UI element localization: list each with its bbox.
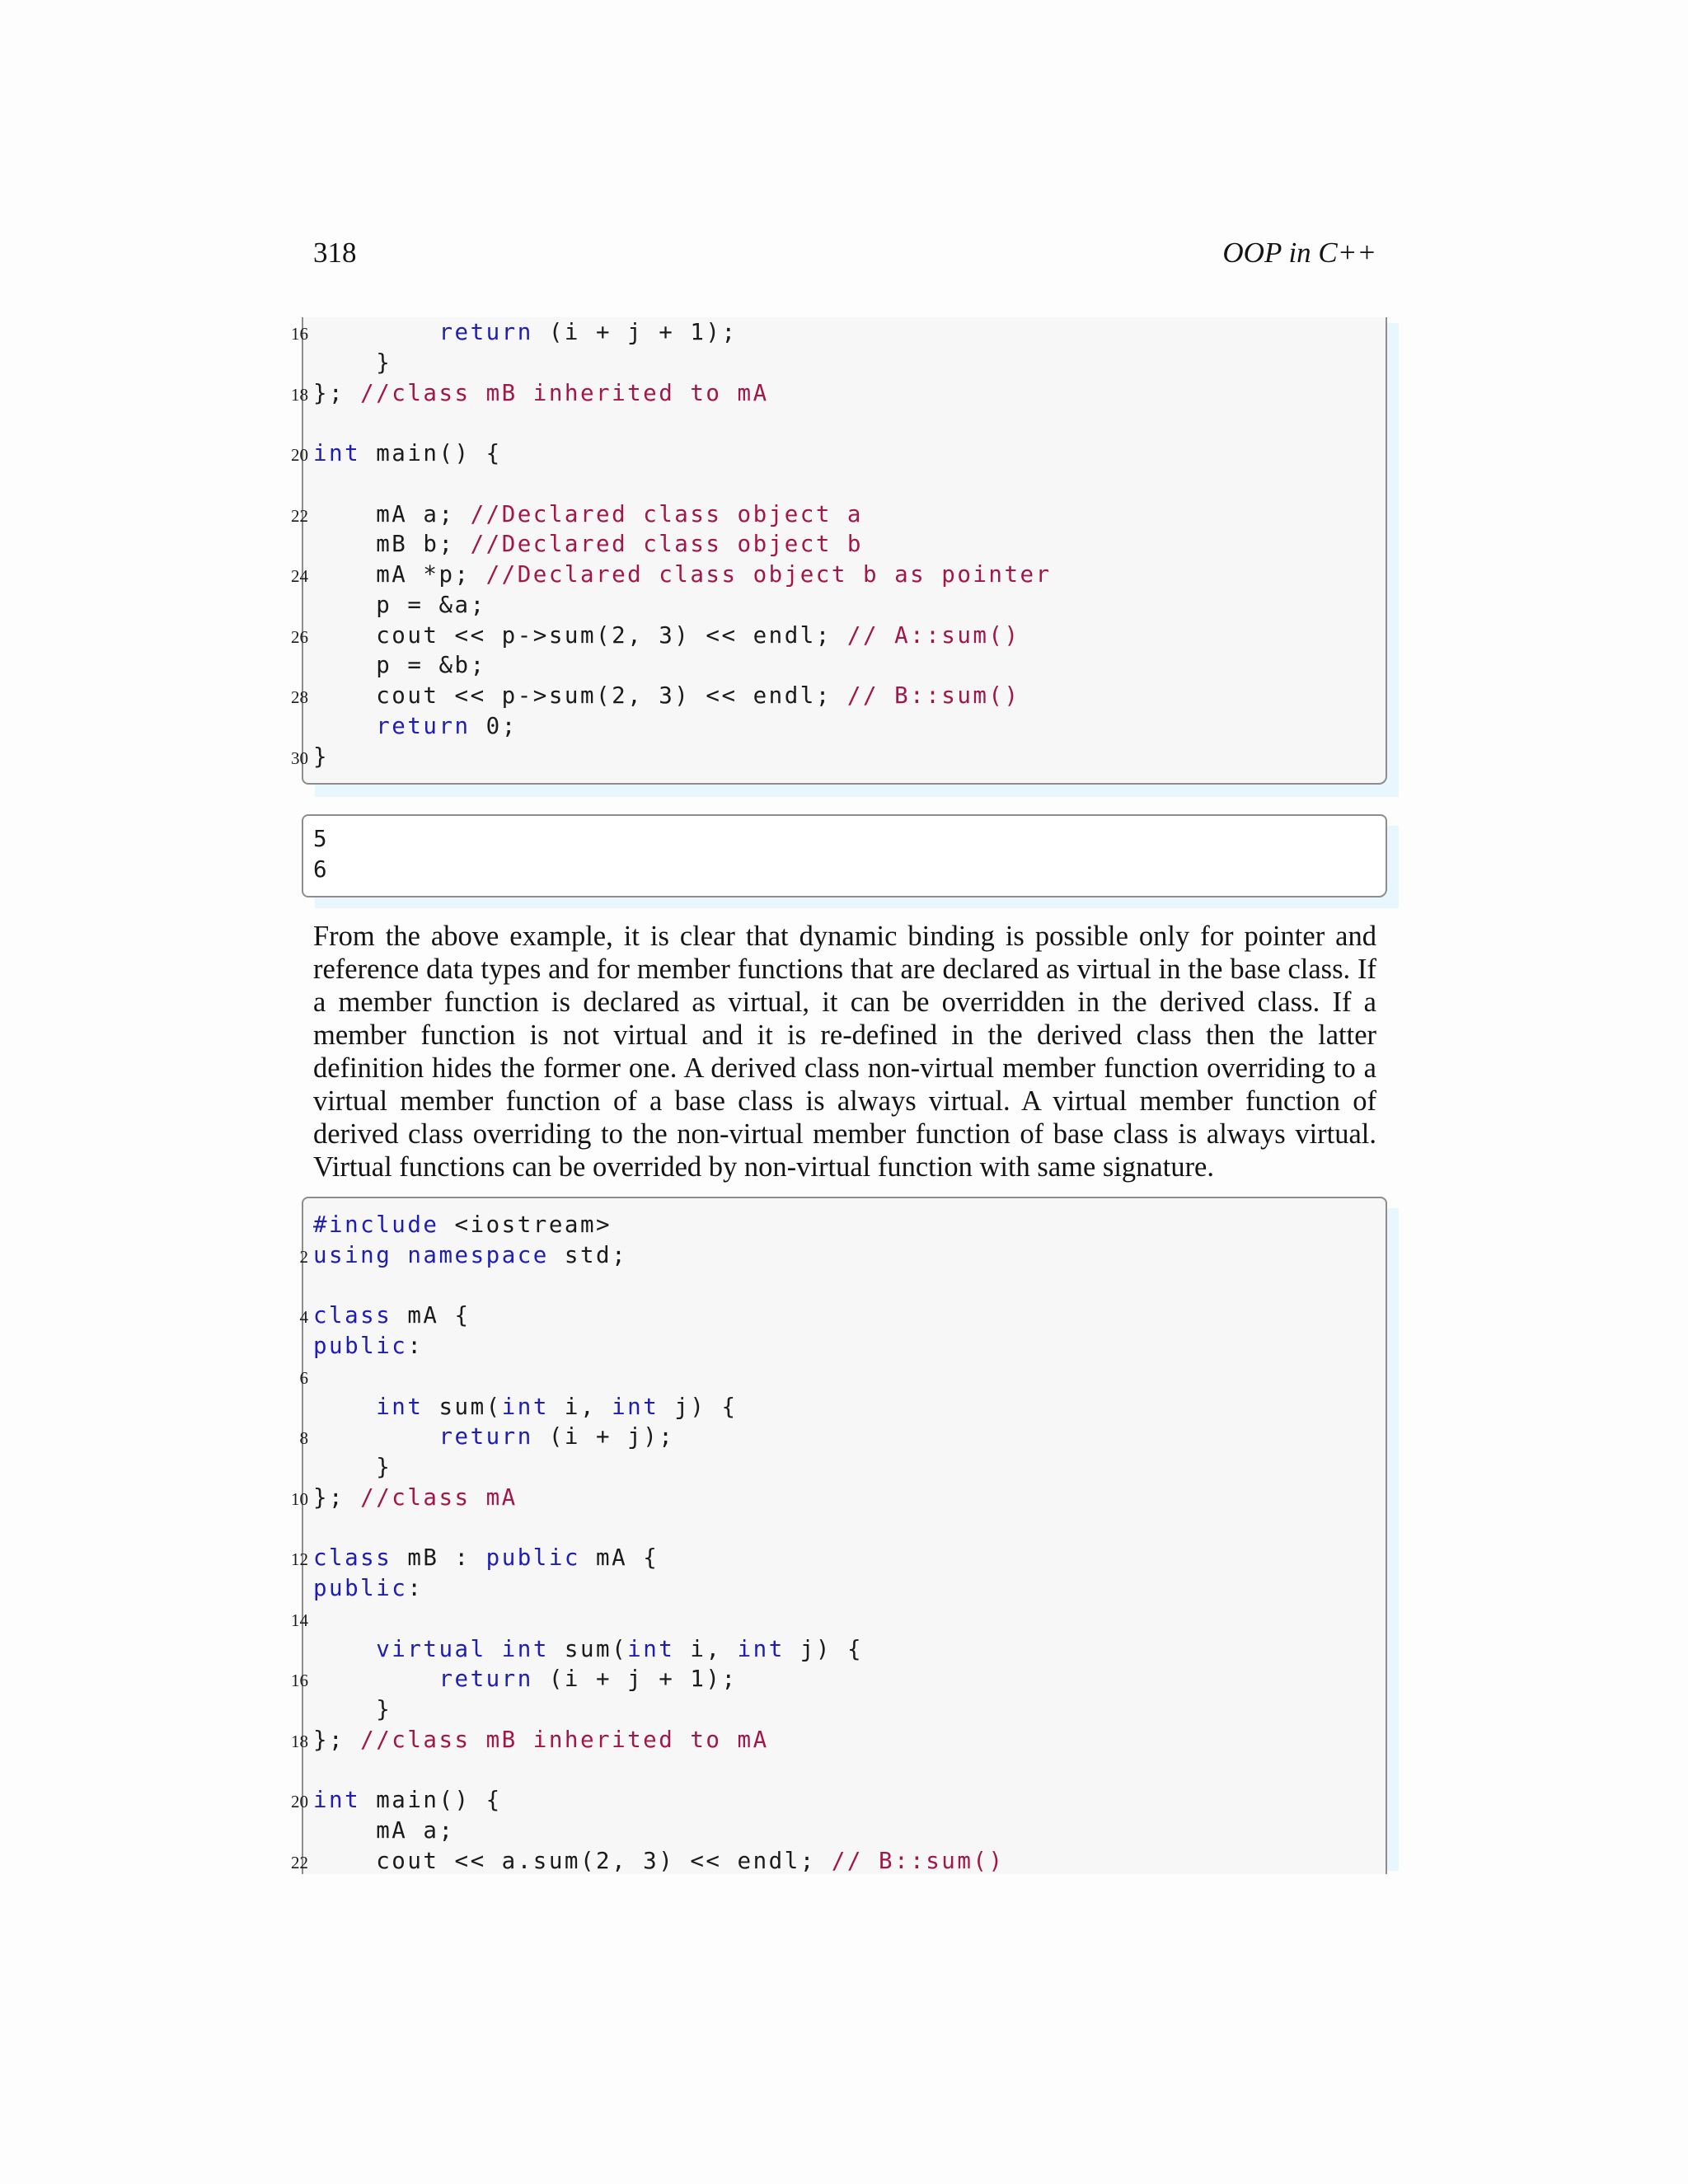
code-line bbox=[291, 1543, 1409, 1573]
line-number: 20 bbox=[291, 445, 308, 465]
code-line bbox=[313, 469, 1409, 499]
code-keyword: return bbox=[376, 712, 471, 739]
code-text bbox=[313, 621, 1020, 651]
line-number: 14 bbox=[291, 1610, 308, 1630]
line-number: 24 bbox=[291, 566, 308, 586]
line-number: 18 bbox=[291, 1731, 308, 1751]
code-token: mA { bbox=[579, 1544, 659, 1572]
code-listing-top bbox=[291, 317, 1387, 785]
code-token: cout << p->sum(2, 3) << endl; bbox=[313, 621, 847, 649]
code-token: std; bbox=[548, 1241, 628, 1268]
line-number: 20 bbox=[291, 1792, 308, 1812]
code-token bbox=[313, 1636, 376, 1662]
code-text bbox=[313, 1452, 392, 1483]
code-keyword: int bbox=[313, 440, 361, 466]
code-line bbox=[291, 742, 1409, 772]
code-line bbox=[291, 1483, 1409, 1513]
code-comment: //Declared class object b bbox=[470, 531, 863, 558]
code-line bbox=[291, 560, 1409, 590]
code-line bbox=[291, 1725, 1409, 1755]
code-line bbox=[313, 1573, 1409, 1604]
code-comment: // B::sum() bbox=[846, 682, 1020, 709]
code-keyword: #include bbox=[313, 1212, 439, 1238]
code-token: i, bbox=[674, 1635, 738, 1662]
code-token: mA a; bbox=[313, 500, 471, 527]
code-text bbox=[313, 742, 329, 772]
code-line bbox=[291, 1785, 1409, 1816]
code-token: mB : bbox=[392, 1544, 486, 1572]
code-text bbox=[313, 590, 486, 621]
code-line bbox=[291, 378, 1409, 409]
code-text bbox=[313, 1543, 659, 1573]
code-token: j) { bbox=[659, 1393, 738, 1420]
code-line bbox=[313, 1331, 1409, 1361]
line-number: 22 bbox=[291, 505, 308, 526]
code-line bbox=[313, 1271, 1409, 1301]
code-line bbox=[291, 499, 1409, 530]
code-line bbox=[313, 1694, 1409, 1725]
code-token: } bbox=[313, 743, 330, 770]
code-line bbox=[313, 711, 1409, 742]
line-number: 4 bbox=[299, 1307, 308, 1328]
code-text bbox=[313, 560, 1052, 590]
code-keyword: public bbox=[313, 1575, 408, 1601]
code-text bbox=[313, 1210, 612, 1240]
code-token: main() { bbox=[360, 440, 502, 466]
code-line bbox=[313, 1452, 1409, 1483]
running-title: OOP in C++ bbox=[1222, 237, 1376, 269]
output-line: 6 bbox=[313, 856, 330, 883]
code-token: <iostream> bbox=[438, 1212, 612, 1238]
code-text bbox=[313, 348, 392, 378]
code-text bbox=[313, 650, 486, 681]
code-token: : bbox=[407, 1333, 424, 1359]
line-number: 22 bbox=[291, 1852, 308, 1872]
code-token: mA a; bbox=[313, 1817, 455, 1844]
code-line bbox=[313, 1513, 1409, 1544]
line-number: 30 bbox=[291, 748, 308, 768]
code-token bbox=[313, 1394, 376, 1420]
line-number: 2 bbox=[299, 1246, 308, 1267]
code-token bbox=[392, 1242, 407, 1268]
code-text bbox=[313, 681, 1020, 711]
code-text bbox=[313, 1725, 769, 1755]
code-keyword: public bbox=[313, 1333, 408, 1359]
code-keyword: return bbox=[438, 1666, 533, 1693]
code-line bbox=[291, 1664, 1409, 1694]
code-line bbox=[313, 1634, 1409, 1665]
code-line bbox=[313, 1210, 1409, 1240]
code-keyword: return bbox=[438, 1423, 533, 1451]
code-token: (i + j + 1); bbox=[532, 1666, 738, 1693]
code-token: mA *p; bbox=[313, 561, 486, 588]
code-keyword: int bbox=[501, 1635, 549, 1662]
code-line bbox=[313, 590, 1409, 621]
line-number: 26 bbox=[291, 626, 308, 647]
code-token: }; bbox=[313, 1726, 361, 1753]
code-token: i, bbox=[548, 1393, 612, 1420]
code-keyword: int bbox=[627, 1635, 675, 1662]
code-comment: //class mB inherited to mA bbox=[360, 1726, 769, 1753]
code-comment: // A::sum() bbox=[846, 621, 1020, 649]
code-text bbox=[313, 1846, 1005, 1877]
code-token: } bbox=[313, 349, 392, 376]
code-line bbox=[291, 1846, 1409, 1877]
code-token: } bbox=[313, 1454, 392, 1480]
code-keyword: int bbox=[313, 1787, 361, 1814]
code-text bbox=[313, 1694, 392, 1725]
code-comment: //Declared class object a bbox=[470, 500, 863, 527]
code-token: }; bbox=[313, 1483, 361, 1511]
code-text bbox=[313, 438, 502, 469]
code-token: } bbox=[313, 1696, 392, 1722]
line-number: 16 bbox=[291, 324, 308, 344]
code-text bbox=[313, 1664, 738, 1694]
code-line bbox=[299, 1301, 1409, 1331]
code-line bbox=[291, 681, 1409, 711]
code-keyword: using bbox=[313, 1241, 392, 1268]
code-line bbox=[313, 408, 1409, 438]
code-text bbox=[313, 499, 863, 530]
line-number: 18 bbox=[291, 384, 308, 405]
code-token: p = &b; bbox=[313, 652, 486, 679]
code-listing-bottom bbox=[291, 1197, 1387, 1874]
code-token: (i + j); bbox=[532, 1423, 675, 1451]
code-text bbox=[313, 1483, 518, 1513]
code-token: j) { bbox=[784, 1635, 864, 1662]
code-token: : bbox=[407, 1575, 424, 1601]
code-comment: //class mB inherited to mA bbox=[360, 379, 769, 406]
line-number: 16 bbox=[291, 1671, 308, 1691]
code-token: mA { bbox=[392, 1302, 471, 1329]
code-line bbox=[291, 317, 1409, 348]
code-line bbox=[299, 1422, 1409, 1452]
code-keyword: return bbox=[438, 319, 533, 345]
page-number: 318 bbox=[313, 237, 357, 269]
code-line bbox=[313, 1392, 1409, 1422]
code-text bbox=[313, 1240, 627, 1271]
code-line bbox=[299, 1240, 1409, 1271]
code-keyword: int bbox=[612, 1393, 659, 1420]
code-token bbox=[486, 1636, 502, 1662]
code-token: main() { bbox=[360, 1787, 502, 1814]
code-text bbox=[313, 1634, 863, 1665]
code-text bbox=[313, 1331, 423, 1361]
code-text bbox=[313, 1785, 502, 1816]
code-keyword: int bbox=[376, 1393, 424, 1420]
code-token bbox=[313, 1423, 438, 1450]
body-paragraph: From the above example, it is clear that dynamic binding is possible only for pointer and reference data types and for member functions that are declared as virtual in the base class. If a member function is declared as virtual, it can be overridden in the derived class. If a member function is not virtual and it is re-defined in the derived class then the latter definition hides the former one. A derived class non-virtual member function overriding to a virtual member function of a base class is always virtual. A virtual member function of derived class overriding to the non-virtual member function of base class is always virtual. Virtual functions can be overrided by non-virtual function with same signature. bbox=[313, 921, 1376, 1183]
code-token: p = &a; bbox=[313, 591, 486, 618]
code-token: cout << a.sum(2, 3) << endl; bbox=[313, 1847, 832, 1874]
code-line bbox=[313, 348, 1409, 378]
code-text bbox=[313, 1573, 423, 1604]
code-line bbox=[313, 1816, 1409, 1846]
code-token bbox=[313, 319, 438, 345]
code-line bbox=[299, 1361, 1409, 1392]
code-token: }; bbox=[313, 379, 361, 406]
code-token: mB b; bbox=[313, 531, 471, 558]
code-line bbox=[313, 650, 1409, 681]
code-keyword: virtual bbox=[376, 1635, 486, 1662]
code-text bbox=[313, 1301, 471, 1331]
code-text bbox=[313, 378, 769, 409]
code-keyword: int bbox=[501, 1393, 549, 1420]
code-text bbox=[313, 529, 863, 560]
line-number: 10 bbox=[291, 1488, 308, 1509]
code-keyword: int bbox=[737, 1635, 785, 1662]
code-text bbox=[313, 711, 518, 742]
code-text bbox=[313, 1422, 674, 1452]
code-line bbox=[291, 438, 1409, 469]
code-comment: // B::sum() bbox=[831, 1847, 1005, 1874]
code-line bbox=[291, 621, 1409, 651]
line-number: 28 bbox=[291, 687, 308, 707]
code-token bbox=[313, 1666, 438, 1692]
code-keyword: namespace bbox=[407, 1241, 549, 1268]
line-number: 12 bbox=[291, 1549, 308, 1570]
code-text bbox=[313, 317, 738, 348]
program-output bbox=[302, 814, 1387, 898]
code-token: cout << p->sum(2, 3) << endl; bbox=[313, 682, 847, 709]
code-token: sum( bbox=[423, 1393, 502, 1420]
code-text bbox=[313, 1816, 455, 1846]
code-keyword: public bbox=[485, 1544, 580, 1572]
output-line: 5 bbox=[313, 826, 330, 852]
code-line bbox=[313, 529, 1409, 560]
code-comment: //Declared class object b as pointer bbox=[485, 561, 1052, 588]
line-number: 8 bbox=[299, 1428, 308, 1449]
code-comment: //class mA bbox=[360, 1483, 518, 1511]
code-keyword: class bbox=[313, 1544, 392, 1572]
code-line bbox=[291, 1604, 1409, 1634]
code-line bbox=[313, 1755, 1409, 1786]
line-number: 6 bbox=[299, 1367, 308, 1388]
code-text bbox=[313, 1392, 738, 1422]
code-keyword: class bbox=[313, 1302, 392, 1329]
code-token bbox=[313, 713, 376, 739]
code-token: sum( bbox=[548, 1635, 628, 1662]
code-token: 0; bbox=[470, 712, 518, 739]
code-token: (i + j + 1); bbox=[532, 319, 738, 345]
